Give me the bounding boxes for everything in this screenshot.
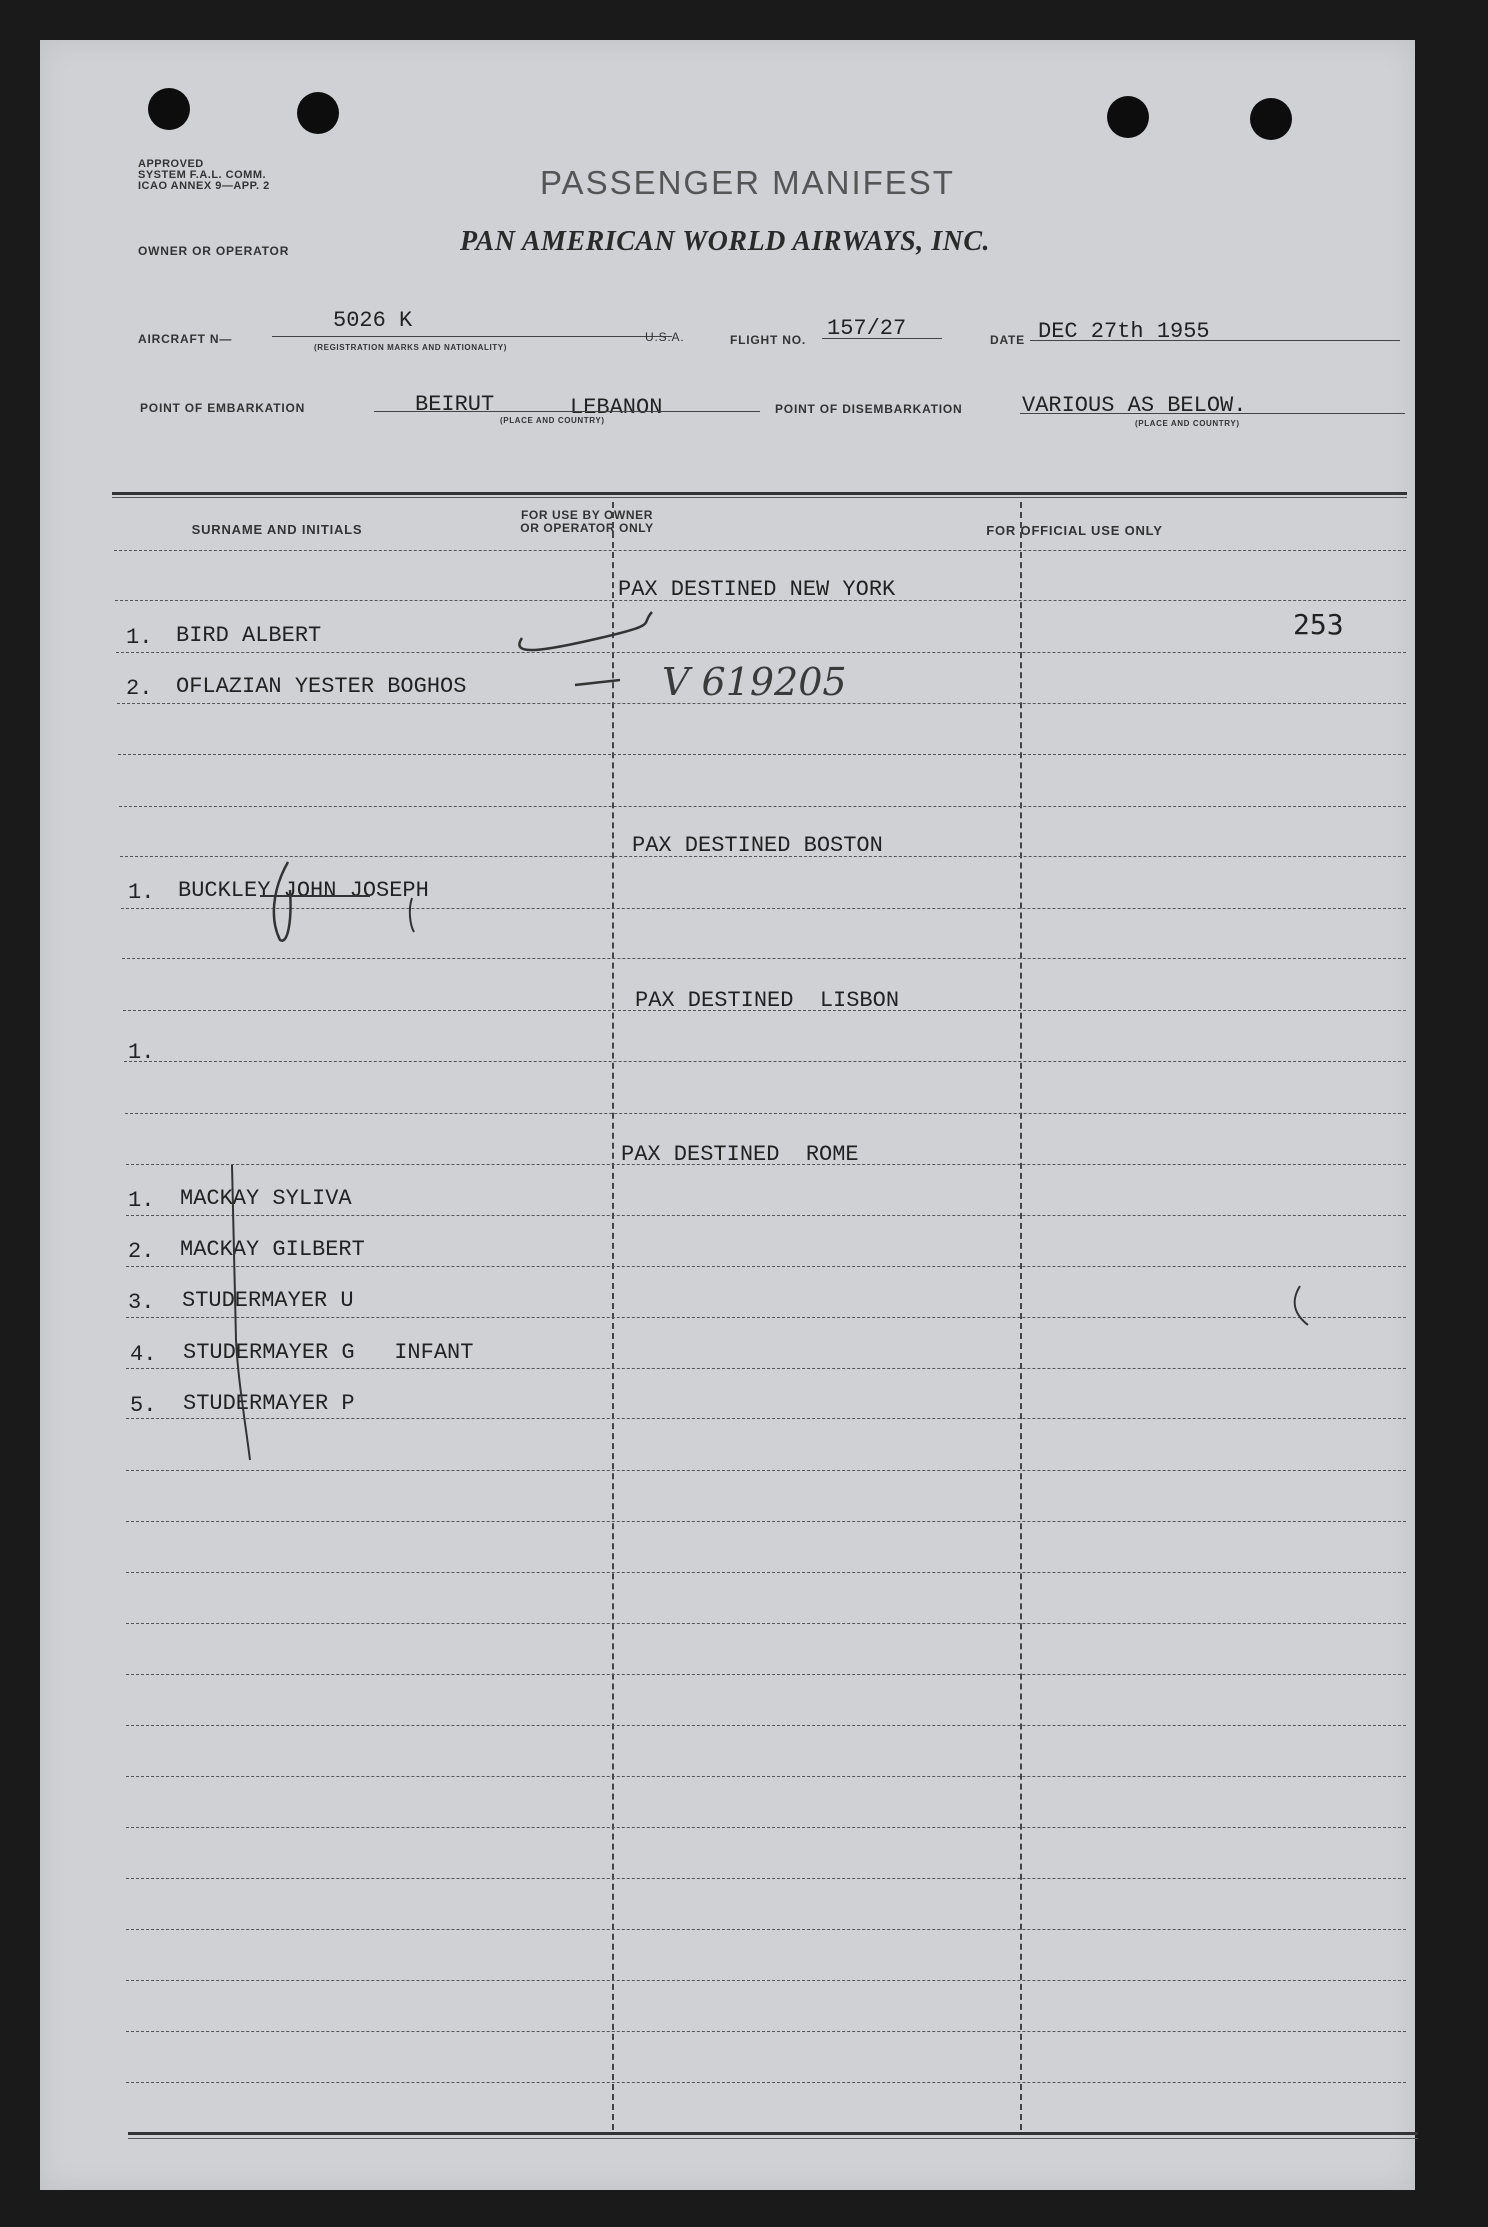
column-header-owner-line: OR OPERATOR ONLY — [520, 521, 654, 535]
disembarkation-label: POINT OF DISEMBARKATION — [775, 402, 963, 416]
column-header-owner-line: FOR USE BY OWNER — [520, 508, 654, 522]
entry-number: 1. — [126, 625, 153, 650]
entry-number: 1. — [128, 1040, 155, 1065]
date-value: DEC 27th 1955 — [1038, 319, 1210, 344]
group-destination: PAX DESTINED LISBON — [635, 988, 900, 1013]
passenger-name: STUDERMAYER P — [183, 1391, 355, 1416]
owner-label: OWNER OR OPERATOR — [138, 244, 290, 258]
aircraft-label: AIRCRAFT N— — [138, 332, 233, 346]
approval-line: ICAO ANNEX 9—APP. 2 — [138, 180, 270, 192]
passenger-name: MACKAY SYLIVA — [180, 1186, 352, 1211]
manifest-page — [40, 40, 1415, 2190]
entry-number: 3. — [128, 1290, 155, 1315]
aircraft-sublabel: (REGISTRATION MARKS AND NATIONALITY) — [314, 343, 507, 352]
disembarkation-value: VARIOUS AS BELOW. — [1022, 393, 1247, 418]
approval-line: SYSTEM F.A.L. COMM. — [138, 169, 267, 181]
passenger-name: STUDERMAYER U — [182, 1288, 354, 1313]
owner-name: PAN AMERICAN WORLD AIRWAYS, INC. — [460, 226, 991, 257]
visa-note: V 619205 — [662, 660, 847, 704]
date-label: DATE — [990, 333, 1025, 347]
passenger-name: STUDERMAYER G INFANT — [183, 1340, 474, 1365]
embarkation-label: POINT OF EMBARKATION — [140, 401, 306, 415]
group-destination: PAX DESTINED ROME — [621, 1142, 859, 1167]
approval-line: APPROVED — [138, 158, 204, 170]
flight-label: FLIGHT NO. — [730, 333, 806, 347]
entry-number: 4. — [130, 1342, 157, 1367]
embarkation-country: LEBANON — [570, 395, 663, 420]
page-title: PASSENGER MANIFEST — [540, 164, 955, 201]
handwritten-marks — [40, 40, 1415, 2190]
entry-number: 5. — [130, 1393, 157, 1418]
official-number: 253 — [1293, 608, 1344, 641]
passenger-name: BUCKLEY JOHN JOSEPH — [178, 878, 429, 903]
passenger-name: MACKAY GILBERT — [180, 1237, 365, 1262]
entry-number: 2. — [126, 676, 153, 701]
embarkation-city: BEIRUT — [415, 392, 495, 417]
group-destination: PAX DESTINED BOSTON — [632, 833, 883, 858]
entry-number: 1. — [128, 1188, 155, 1213]
flight-value: 157/27 — [827, 316, 907, 341]
column-header-official: FOR OFFICIAL USE ONLY — [986, 523, 1163, 538]
group-destination: PAX DESTINED NEW YORK — [618, 577, 896, 602]
column-header-names: SURNAME AND INITIALS — [191, 522, 363, 537]
embarkation-sublabel: (PLACE AND COUNTRY) — [500, 416, 605, 425]
aircraft-value: 5026 K — [333, 308, 413, 333]
passenger-name: OFLAZIAN YESTER BOGHOS — [176, 674, 467, 699]
entry-number: 1. — [128, 880, 155, 905]
entry-number: 2. — [128, 1239, 155, 1264]
disembarkation-sublabel: (PLACE AND COUNTRY) — [1135, 419, 1240, 428]
passenger-name: BIRD ALBERT — [176, 623, 322, 648]
aircraft-country: U.S.A. — [645, 330, 685, 344]
